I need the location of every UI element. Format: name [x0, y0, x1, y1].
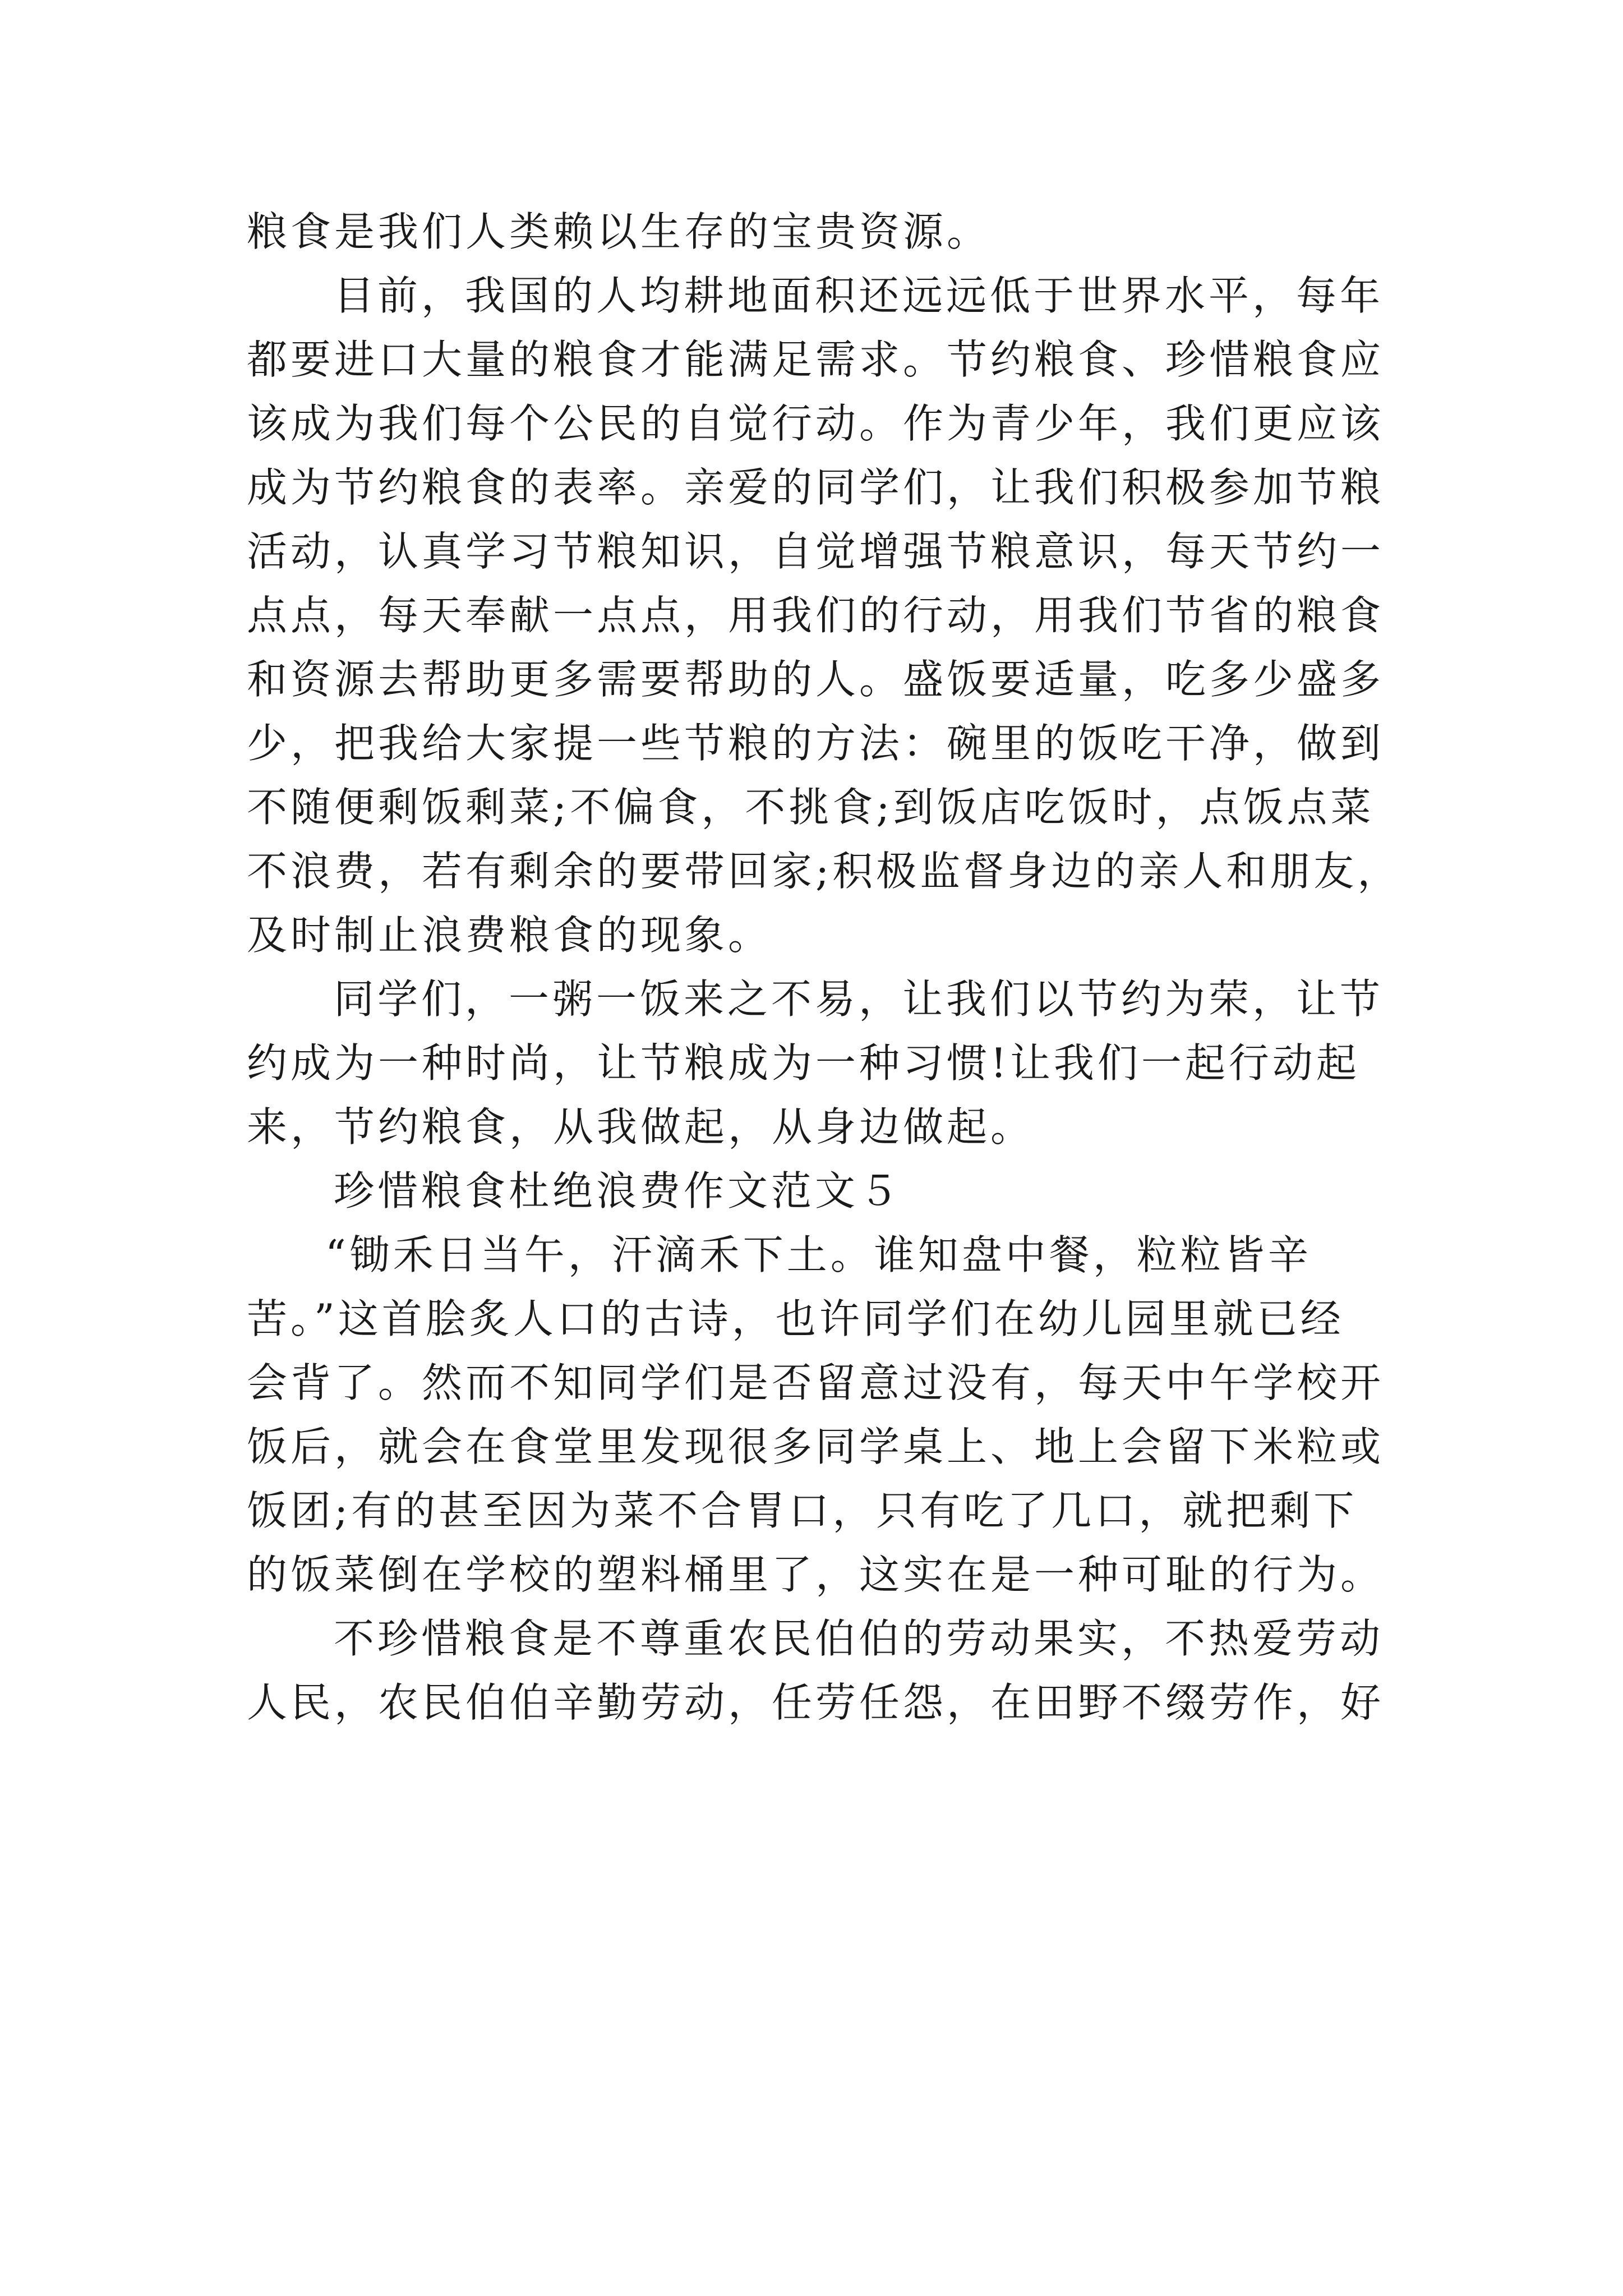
text-line: 不随便剩饭剩菜;不偏食，不挑食;到饭店吃饭时，点饭点菜 — [247, 784, 1375, 831]
text-line: 会背了。然而不知同学们是否留意过没有，每天中午学校开 — [247, 1359, 1385, 1406]
text-line: 少，把我给大家提一些节粮的方法：碗里的饭吃干净，做到 — [247, 720, 1385, 767]
text-line: 来，节约粮食，从我做起，从身边做起。 — [247, 1103, 1035, 1151]
document-body — [247, 200, 1401, 1734]
text-line: 粮食是我们人类赖以生存的宝贵资源。 — [247, 208, 991, 255]
text-line: “锄禾日当午，汗滴禾下土。谁知盘中餐，粒粒皆辛 — [325, 1231, 1312, 1278]
text-line: 人民，农民伯伯辛勤劳动，任劳任怨，在田野不缀劳作，好 — [247, 1679, 1385, 1726]
text-line: 点点，每天奉献一点点，用我们的行动，用我们节省的粮食 — [247, 592, 1385, 639]
text-line: 同学们，一粥一饭来之不易，让我们以节约为荣，让节 — [334, 976, 1384, 1023]
text-line: 约成为一种时尚，让节粮成为一种习惯!让我们一起行动起 — [247, 1039, 1360, 1087]
text-line: 及时制止浪费粮食的现象。 — [247, 912, 772, 959]
text-line: 该成为我们每个公民的自觉行动。作为青少年，我们更应该 — [247, 400, 1385, 447]
text-line: 成为节约粮食的表率。亲爱的同学们，让我们积极参加节粮 — [247, 464, 1385, 511]
text-line: 饭后，就会在食堂里发现很多同学桌上、地上会留下米粒或 — [247, 1423, 1385, 1470]
text-line: 的饭菜倒在学校的塑料桶里了，这实在是一种可耻的行为。 — [247, 1551, 1385, 1598]
text-line: 都要进口大量的粮食才能满足需求。节约粮食、珍惜粮食应 — [247, 336, 1385, 383]
text-line: 饭团;有的甚至因为菜不合胃口，只有吃了几口，就把剩下 — [247, 1487, 1358, 1534]
text-line: 不浪费，若有剩余的要带回家;积极监督身边的亲人和朋友， — [247, 848, 1401, 895]
text-line: 目前，我国的人均耕地面积还远远低于世界水平，每年 — [334, 272, 1384, 319]
text-line: 苦。”这首脍炙人口的古诗，也许同学们在幼儿园里就已经 — [247, 1295, 1344, 1342]
text-line: 不珍惜粮食是不尊重农民伯伯的劳动果实，不热爱劳动 — [334, 1615, 1384, 1662]
text-line: 活动，认真学习节粮知识，自觉增强节粮意识，每天节约一 — [247, 528, 1385, 575]
section-title: 珍惜粮食杜绝浪费作文范文５ — [334, 1167, 903, 1214]
text-line: 和资源去帮助更多需要帮助的人。盛饭要适量，吃多少盛多 — [247, 656, 1385, 703]
